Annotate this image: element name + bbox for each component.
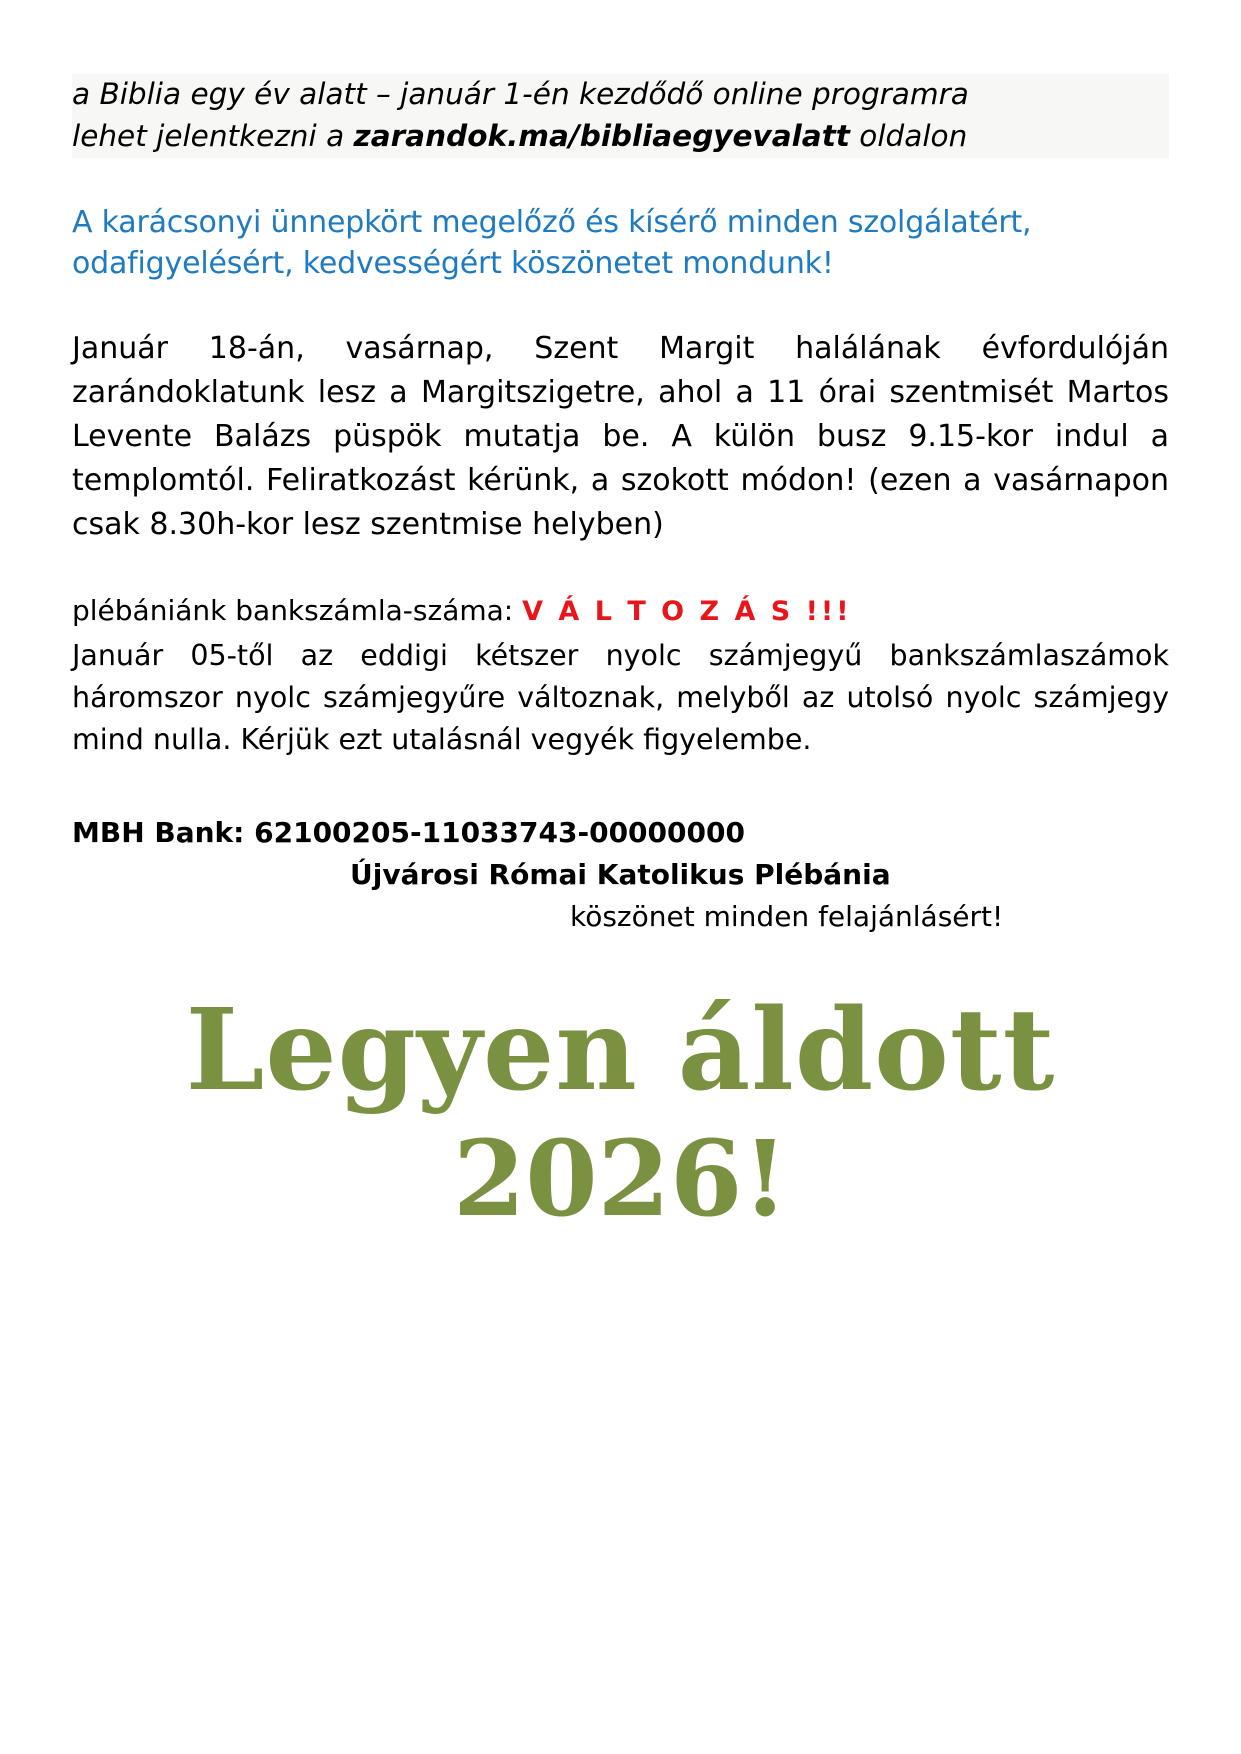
offering-thanks: köszönet minden felajánlásért! — [570, 900, 1004, 934]
intro-block — [72, 74, 1169, 158]
bank-account-lead — [72, 591, 1169, 631]
intro-line-2-suffix: oldalon — [849, 118, 968, 153]
bank-account-number: MBH Bank: 62100205-11033743-00000000 — [72, 816, 745, 850]
change-warning-badge: V Á L T O Z Á S !!! — [522, 596, 852, 627]
bank-account-label: plébániánk bankszámla-száma: — [72, 594, 523, 627]
parish-name: Újvárosi Római Katolikus Plébánia — [350, 858, 891, 892]
blessing-line-2: 2026! — [452, 1117, 789, 1241]
intro-line-1: a Biblia egy év alatt – január 1-én kezdődő online programra — [72, 77, 969, 111]
blessing-block — [72, 985, 1169, 1241]
signature-block — [72, 812, 1169, 938]
christmas-thanks-text: A karácsonyi ünnepkört megelőző és kísérő minden szolgálatért, odafigyelésért, kedvességért köszönetet mondunk! — [72, 204, 1032, 282]
intro-line-2-prefix: lehet jelentkezni a — [72, 118, 354, 153]
bank-change-paragraph: Január 05-től az eddigi kétszer nyolc számjegyű bankszámlaszámok háromszor nyolc számjegyűre változnak, melyből az utolsó nyolc számjegy mind nulla. Kérjük ezt utalásnál vegyék figyelembe. — [72, 638, 1169, 756]
blessing-line-1: Legyen áldott — [185, 985, 1056, 1117]
intro-line-2 — [72, 116, 1167, 158]
bible-program-url: zarandok.ma/bibliaegyevalatt — [353, 118, 850, 153]
pilgrimage-paragraph: Január 18-án, vasárnap, Szent Margit halálának évfordulóján zarándoklatunk lesz a Margitszigetre, ahol a 11 órai szentmisét Martos Levente Balázs püspök mutatja be. A külön busz 9.15-kor indul a templomtól. Feliratkozást kérünk, a szokott módon! (ezen a vasárnapon csak 8.30h-kor lesz szentmise helyben) — [72, 330, 1169, 542]
